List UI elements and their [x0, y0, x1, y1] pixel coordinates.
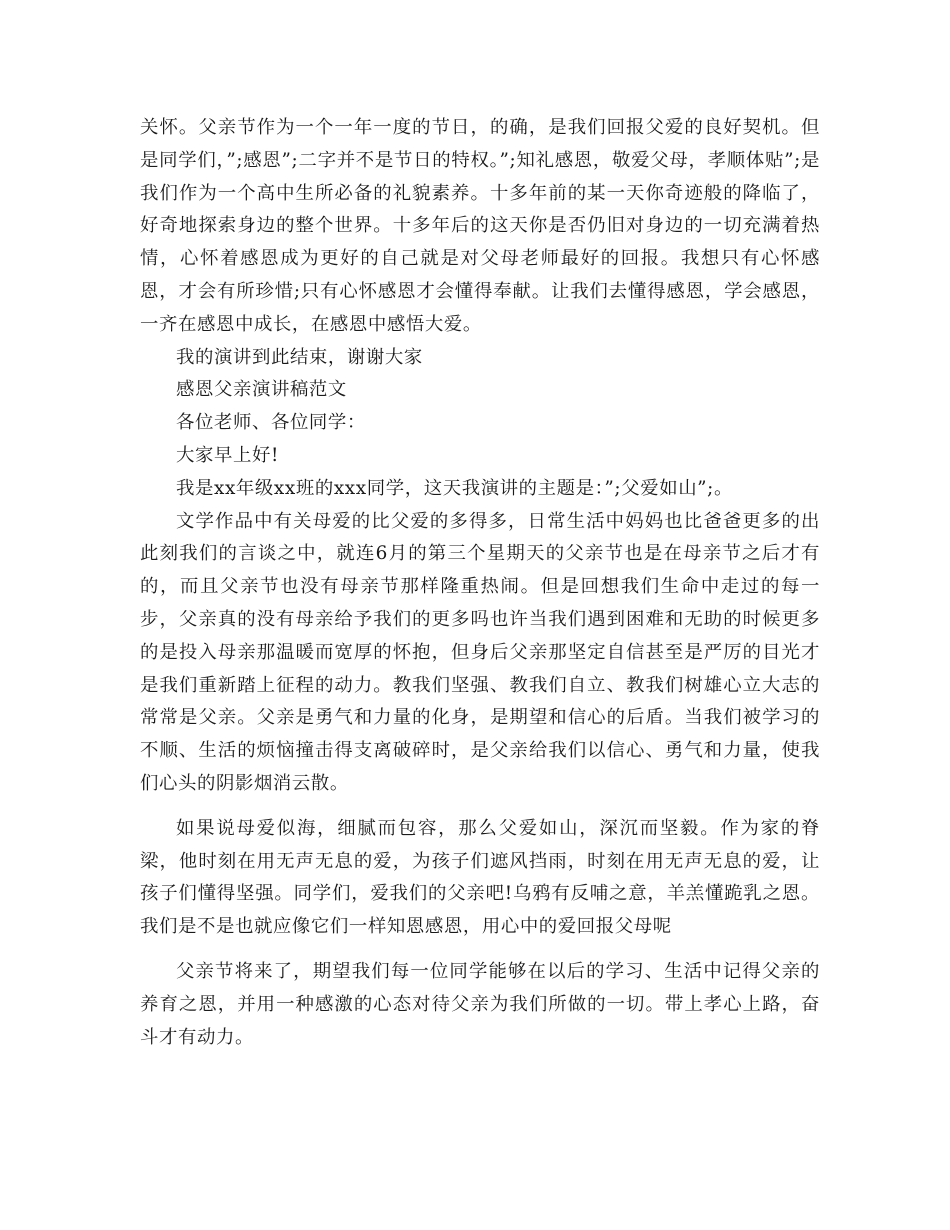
speech-title: 感恩父亲演讲稿范文: [176, 379, 347, 401]
greeting: 大家早上好!: [176, 444, 279, 466]
paragraph-body-2: 如果说母爱似海，细腻而包容，那么父爱如山，深沉而坚毅。作为家的脊梁，他时刻在用无声无息的爱，为孩子们遮风挡雨，时刻在用无声无息的爱，让孩子们懂得坚强。同学们，爱我们的父亲吧!乌鸦有反哺之意，羊羔懂跪乳之恩。我们是不是也就应像它们一样知恩感恩，用心中的爱回报父母呢: [140, 817, 820, 938]
paragraph-body-1: 文学作品中有关母爱的比父爱的多得多，日常生活中妈妈也比爸爸更多的出此刻我们的言谈之中，就连6月的第三个星期天的父亲节也是在母亲节之后才有的，而且父亲节也没有母亲节那样隆重热闹。但是回想我们生命中走过的每一步，父亲真的没有母亲给予我们的更多吗也许当我们遇到困难和无助的时候更多的是投入母亲那温暖而宽厚的怀抱，但身后父亲那坚定自信甚至是严厉的目光才是我们重新踏上征程的动力。教我们坚强、教我们自立、教我们树雄心立大志的常常是父亲。父亲是勇气和力量的化身，是期望和信心的后盾。当我们被学习的不顺、生活的烦恼撞击得支离破碎时，是父亲给我们以信心、勇气和力量，使我们心头的阴影烟消云散。: [140, 510, 820, 794]
paragraph-1: 关怀。父亲节作为一个一年一度的节日，的确，是我们回报父爱的良好契机。但是同学们，”;感恩”;二字并不是节日的特权。”;知礼感恩，敬爱父母，孝顺体贴”;是我们作为一个高中生所必备的礼貌素养。十多年前的某一天你奇迹般的降临了，好奇地探索身边的整个世界。十多年后的这天你是否仍旧对身边的一切充满着热情，心怀着感恩成为更好的自己就是对父母老师最好的回报。我想只有心怀感恩，才会有所珍惜;只有心怀感恩才会懂得奉献。让我们去懂得感恩，学会感恩，一齐在感恩中成长，在感恩中感悟大爱。: [140, 117, 820, 335]
paragraph-closing-remark: 我的演讲到此结束，谢谢大家: [176, 346, 423, 368]
document-body: [140, 112, 820, 1054]
introduction: 我是xx年级xx班的xxx同学，这天我演讲的主题是：”;父爱如山”;。: [176, 477, 733, 499]
salutation: 各位老师、各位同学：: [176, 412, 366, 434]
paragraph-body-3: 父亲节将来了，期望我们每一位同学能够在以后的学习、生活中记得父亲的养育之恩，并用一种感激的心态对待父亲为我们所做的一切。带上孝心上路，奋斗才有动力。: [140, 960, 820, 1048]
